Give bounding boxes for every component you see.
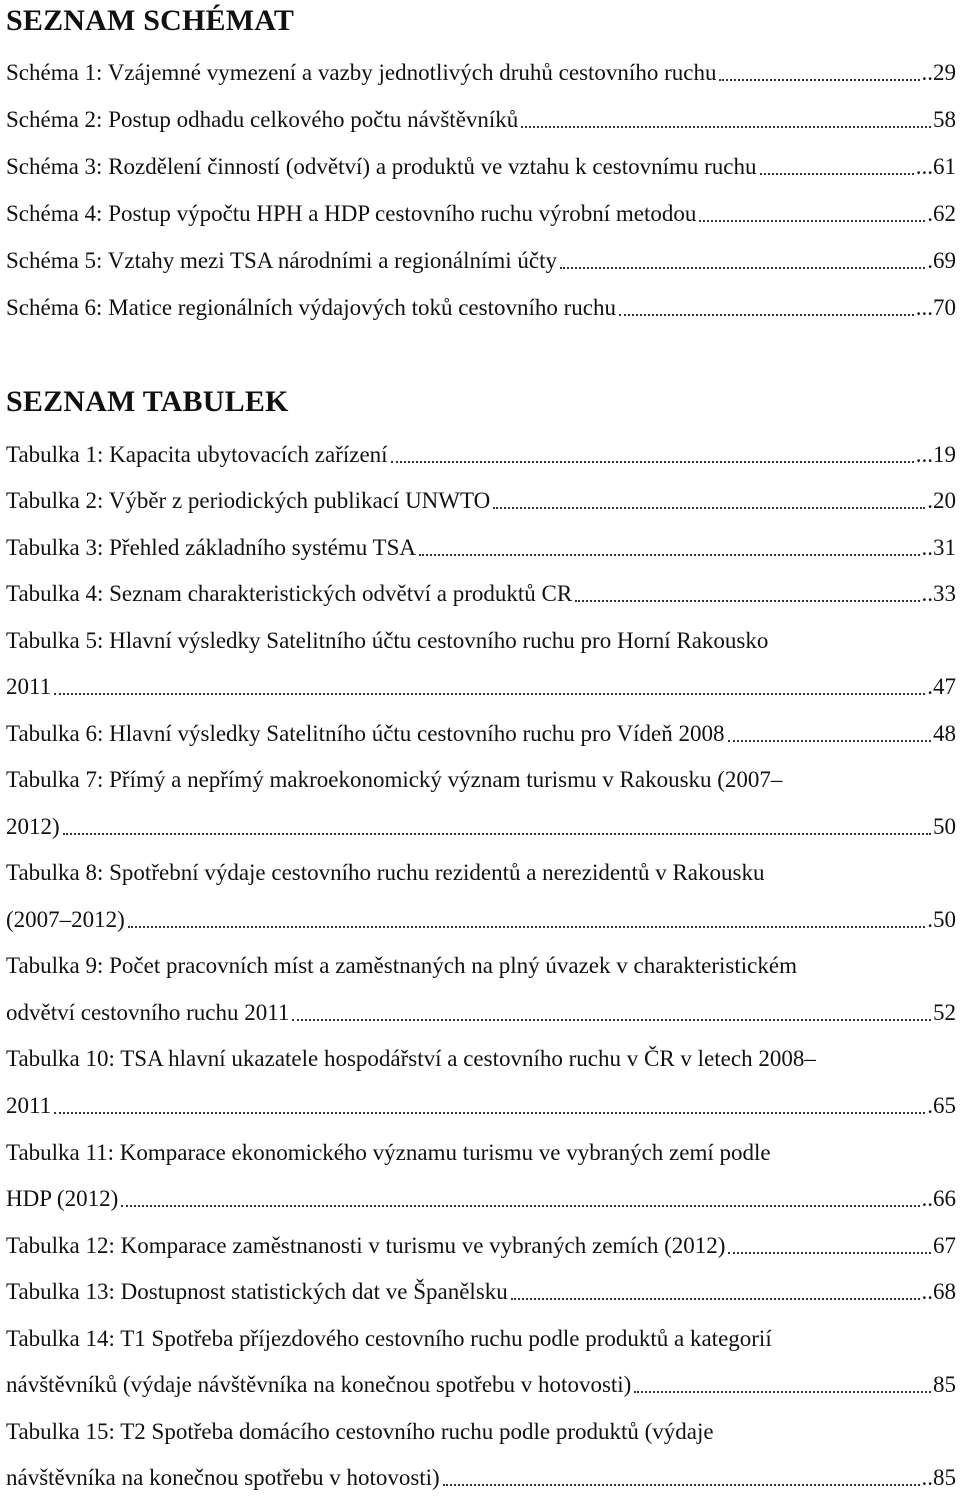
table-entry-11-line-1: Tabulka 11: Komparace ekonomického významu turismu ve vybraných zemí podle: [6, 1140, 771, 1165]
entry-label: Schéma 3: Rozdělení činností (odvětví) a produktů ve vztahu k cestovnímu ruchu: [6, 154, 757, 179]
dot-leader: [292, 1019, 931, 1021]
dot-leader: [560, 267, 925, 269]
entry-label: Tabulka 1: Kapacita ubytovacích zařízení: [6, 442, 388, 467]
entry-page: ..66: [921, 1186, 956, 1211]
table-entry-14-line-2: [6, 1370, 956, 1400]
entry-page: ..33: [921, 581, 956, 606]
entry-page: ..85: [921, 1465, 956, 1490]
table-entry-15-line-2: [6, 1463, 956, 1493]
dot-leader: [121, 1205, 919, 1207]
schema-entry-3: [6, 152, 956, 182]
table-entry-5-line-2: [6, 672, 956, 702]
entry-page: .50: [927, 907, 956, 932]
dot-leader: [699, 220, 925, 222]
table-entry-3: [6, 533, 956, 563]
schema-entry-4: [6, 199, 956, 229]
dot-leader: [728, 740, 931, 742]
entry-label-cont: 2012): [6, 814, 60, 839]
dot-leader: [54, 1112, 925, 1114]
entry-label: Tabulka 6: Hlavní výsledky Satelitního účtu cestovního ruchu pro Vídeň 2008: [6, 721, 725, 746]
entry-label-cont: HDP (2012): [6, 1186, 119, 1211]
dot-leader: [63, 833, 931, 835]
table-entry-2: [6, 486, 956, 516]
entry-label-cont: návštěvníků (výdaje návštěvníka na konečnou spotřebu v hotovosti): [6, 1372, 632, 1397]
entry-label: Tabulka 12: Komparace zaměstnanosti v turismu ve vybraných zemích (2012): [6, 1233, 726, 1258]
entry-label: Tabulka 4: Seznam charakteristických odvětví a produktů CR: [6, 581, 573, 606]
schema-entry-6: [6, 293, 956, 323]
table-entry-4: [6, 579, 956, 609]
tabulky-heading: SEZNAM TABULEK: [6, 385, 289, 418]
entry-label: Schéma 4: Postup výpočtu HPH a HDP cestovního ruchu výrobní metodou: [6, 201, 697, 226]
entry-label-cont: 2011: [6, 674, 52, 699]
entry-page: 67: [933, 1233, 956, 1258]
table-entry-10-line-1: Tabulka 10: TSA hlavní ukazatele hospodářství a cestovního ruchu v ČR v letech 2008–: [6, 1046, 816, 1071]
dot-leader: [760, 173, 914, 175]
entry-page: .20: [927, 488, 956, 513]
entry-page: 50: [933, 814, 956, 839]
dot-leader: [619, 314, 914, 316]
entry-label-cont: (2007–2012): [6, 907, 125, 932]
entry-page: .65: [927, 1093, 956, 1118]
dot-leader: [419, 554, 920, 556]
table-entry-8-line-2: [6, 905, 956, 935]
entry-page: ...61: [915, 154, 956, 179]
table-entry-7-line-1: Tabulka 7: Přímý a nepřímý makroekonomický význam turismu v Rakousku (2007–: [6, 767, 783, 792]
dot-leader: [54, 693, 925, 695]
dot-leader: [391, 461, 914, 463]
table-entry-13: [6, 1277, 956, 1307]
table-entry-6: [6, 719, 956, 749]
entry-page: 52: [933, 1000, 956, 1025]
entry-label: Tabulka 3: Přehled základního systému TSA: [6, 535, 416, 560]
entry-page: ..68: [921, 1279, 956, 1304]
table-entry-8-line-1: Tabulka 8: Spotřební výdaje cestovního ruchu rezidentů a nerezidentů v Rakousku: [6, 860, 765, 885]
dot-leader: [575, 600, 919, 602]
entry-page: ...70: [915, 295, 956, 320]
entry-label: Schéma 2: Postup odhadu celkového počtu návštěvníků: [6, 107, 519, 132]
entry-label: Tabulka 13: Dostupnost statistických dat ve Španělsku: [6, 1279, 508, 1304]
entry-page: ..31: [921, 535, 956, 560]
entry-page: ..29: [921, 60, 956, 85]
table-entry-7-line-2: [6, 812, 956, 842]
entry-page: .69: [927, 248, 956, 273]
entry-label-cont: návštěvníka na konečnou spotřebu v hotovosti): [6, 1465, 440, 1490]
entry-label: Schéma 1: Vzájemné vymezení a vazby jednotlivých druhů cestovního ruchu: [6, 60, 717, 85]
table-entry-14-line-1: Tabulka 14: T1 Spotřeba příjezdového cestovního ruchu podle produktů a kategorií: [6, 1326, 772, 1351]
entry-page: .47: [927, 674, 956, 699]
entry-label-cont: odvětví cestovního ruchu 2011: [6, 1000, 290, 1025]
schema-entry-1: [6, 58, 956, 88]
schema-entry-2: [6, 105, 956, 135]
entry-page: 58: [933, 107, 956, 132]
schemata-heading: SEZNAM SCHÉMAT: [6, 4, 295, 37]
entry-page: 85: [933, 1372, 956, 1397]
entry-page: 48: [933, 721, 956, 746]
dot-leader: [719, 79, 919, 81]
table-entry-12: [6, 1231, 956, 1261]
dot-leader: [128, 926, 925, 928]
table-entry-9-line-2: [6, 998, 956, 1028]
entry-label: Schéma 5: Vztahy mezi TSA národními a regionálními účty: [6, 248, 558, 273]
dot-leader: [493, 507, 925, 509]
table-entry-11-line-2: [6, 1184, 956, 1214]
dot-leader: [443, 1484, 920, 1486]
entry-label-cont: 2011: [6, 1093, 52, 1118]
table-entry-15-line-1: Tabulka 15: T2 Spotřeba domácího cestovního ruchu podle produktů (výdaje: [6, 1419, 714, 1444]
dot-leader: [511, 1298, 920, 1300]
table-entry-5-line-1: Tabulka 5: Hlavní výsledky Satelitního účtu cestovního ruchu pro Horní Rakousko: [6, 628, 769, 653]
table-entry-1: [6, 440, 956, 470]
entry-page: ...19: [915, 442, 956, 467]
entry-label: Tabulka 2: Výběr z periodických publikací UNWTO: [6, 488, 491, 513]
table-entry-9-line-1: Tabulka 9: Počet pracovních míst a zaměstnaných na plný úvazek v charakteristickém: [6, 953, 797, 978]
schema-entry-5: [6, 246, 956, 276]
dot-leader: [521, 126, 931, 128]
dot-leader: [728, 1252, 931, 1254]
table-entry-10-line-2: [6, 1091, 956, 1121]
entry-label: Schéma 6: Matice regionálních výdajových toků cestovního ruchu: [6, 295, 616, 320]
dot-leader: [634, 1391, 931, 1393]
entry-page: .62: [927, 201, 956, 226]
